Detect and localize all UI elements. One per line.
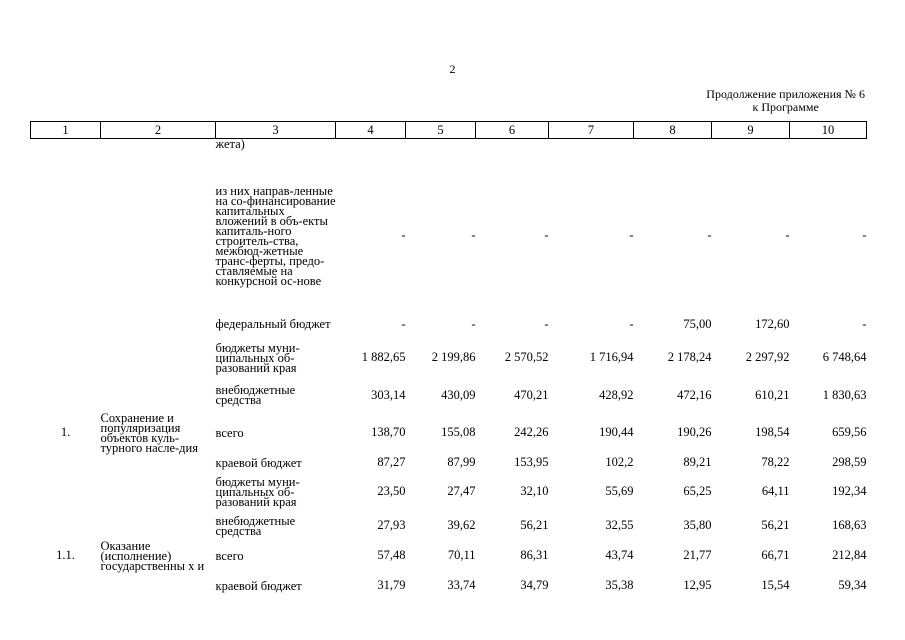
funding-source-label: федеральный бюджет bbox=[215, 317, 331, 331]
funding-source-cell bbox=[216, 161, 336, 311]
value-cell: 168,63 bbox=[832, 518, 867, 532]
funding-source-cell bbox=[216, 473, 336, 511]
value-cell: 190,26 bbox=[677, 425, 712, 439]
value-cell bbox=[336, 139, 406, 161]
column-header: 7 bbox=[549, 122, 634, 139]
value-cell bbox=[634, 139, 712, 161]
value-cell: 32,55 bbox=[605, 518, 634, 532]
value-cell: 2 570,52 bbox=[504, 350, 549, 364]
value-cell: - bbox=[629, 228, 634, 242]
row-name-cell bbox=[101, 571, 216, 601]
value-cell: 2 178,24 bbox=[667, 350, 712, 364]
value-cell: 428,92 bbox=[599, 387, 634, 402]
value-cell: 86,31 bbox=[520, 548, 549, 562]
column-header: 3 bbox=[216, 122, 336, 139]
appendix-continuation-line-2: к Программе bbox=[752, 100, 819, 114]
row-code-cell bbox=[31, 571, 101, 601]
funding-source-cell bbox=[216, 311, 336, 338]
value-cell: 659,56 bbox=[832, 425, 867, 439]
table-row bbox=[31, 139, 867, 161]
funding-source-label: бюджеты муни-ципальных об-разований края bbox=[215, 340, 300, 375]
value-cell: 70,11 bbox=[447, 548, 476, 562]
row-name-cell bbox=[101, 473, 216, 511]
value-cell: 2 297,92 bbox=[745, 350, 790, 364]
value-cell: 89,21 bbox=[683, 455, 712, 469]
value-cell: 190,44 bbox=[599, 425, 634, 439]
value-cell: - bbox=[629, 316, 634, 331]
row-name-cell: Оказание (исполнение) государственны х и bbox=[100, 538, 205, 573]
funding-source-label: из них направ-ленные на со-финансирование капитальных вложений в объ-екты капиталь-ного строитель-ства, межбюд-жетные транс-ферты, предо-ставляемые на конкурсной ос-нове bbox=[215, 183, 336, 288]
table-row bbox=[31, 473, 867, 511]
value-cell: 298,59 bbox=[832, 455, 867, 469]
value-cell: 27,47 bbox=[447, 484, 476, 498]
value-cell: 31,79 bbox=[377, 578, 406, 592]
value-cell: 56,21 bbox=[520, 518, 549, 532]
funding-source-label: краевой бюджет bbox=[215, 578, 302, 593]
row-name-cell bbox=[101, 311, 216, 338]
value-cell: 27,93 bbox=[377, 518, 406, 532]
value-cell: 21,77 bbox=[683, 548, 712, 562]
value-cell: 6 748,64 bbox=[822, 350, 867, 364]
column-header: 9 bbox=[712, 122, 790, 139]
value-cell: 212,84 bbox=[832, 548, 867, 562]
column-number-header-row bbox=[31, 122, 867, 139]
value-cell: 1 882,65 bbox=[361, 350, 406, 364]
row-code-cell bbox=[31, 139, 101, 161]
value-cell: 87,99 bbox=[447, 455, 476, 469]
row-name-cell bbox=[101, 161, 216, 311]
value-cell: 303,14 bbox=[371, 387, 406, 402]
table-row bbox=[31, 511, 867, 541]
value-cell: 43,74 bbox=[605, 548, 634, 562]
table-row bbox=[31, 541, 867, 571]
funding-source-cell bbox=[216, 378, 336, 413]
value-cell: 59,34 bbox=[838, 578, 867, 592]
row-code-cell bbox=[31, 161, 101, 311]
value-cell: 610,21 bbox=[755, 387, 790, 402]
value-cell bbox=[790, 139, 867, 161]
value-cell bbox=[549, 139, 634, 161]
row-name-cell bbox=[101, 338, 216, 378]
row-code-cell bbox=[31, 453, 101, 473]
column-header: 10 bbox=[790, 122, 867, 139]
funding-source-label: краевой бюджет bbox=[215, 455, 302, 470]
value-cell bbox=[406, 139, 476, 161]
row-name-cell bbox=[101, 139, 216, 161]
value-cell: 472,16 bbox=[677, 387, 712, 402]
value-cell bbox=[712, 139, 790, 161]
value-cell bbox=[476, 139, 549, 161]
funding-source-cell bbox=[216, 139, 336, 161]
table-row bbox=[31, 311, 867, 338]
value-cell: - bbox=[471, 316, 476, 331]
value-cell: 198,54 bbox=[755, 425, 790, 439]
value-cell: 55,69 bbox=[605, 484, 634, 498]
value-cell: 1 716,94 bbox=[589, 350, 634, 364]
value-cell: 33,74 bbox=[447, 578, 476, 592]
column-header: 6 bbox=[476, 122, 549, 139]
funding-source-cell bbox=[216, 541, 336, 571]
value-cell: 172,60 bbox=[755, 316, 790, 331]
row-code-cell bbox=[31, 338, 101, 378]
funding-source-cell bbox=[216, 413, 336, 453]
column-header: 5 bbox=[406, 122, 476, 139]
value-cell: 242,26 bbox=[514, 425, 549, 439]
row-code-cell: 1.1. bbox=[56, 548, 75, 562]
row-code-cell bbox=[31, 511, 101, 541]
funding-source-label: внебюджетные средства bbox=[215, 513, 296, 538]
value-cell: - bbox=[544, 228, 549, 242]
value-cell: 56,21 bbox=[761, 518, 790, 532]
value-cell: 75,00 bbox=[683, 316, 712, 331]
value-cell: - bbox=[862, 228, 867, 242]
value-cell: 153,95 bbox=[514, 455, 549, 469]
value-cell: 66,71 bbox=[761, 548, 790, 562]
table-row bbox=[31, 453, 867, 473]
value-cell: - bbox=[862, 316, 867, 331]
value-cell: - bbox=[544, 316, 549, 331]
value-cell: 430,09 bbox=[441, 387, 476, 402]
column-header: 1 bbox=[31, 122, 101, 139]
table-row bbox=[31, 338, 867, 378]
appendix-continuation-line-1: Продолжение приложения № 6 bbox=[706, 87, 865, 101]
column-header: 8 bbox=[634, 122, 712, 139]
row-code-cell bbox=[31, 378, 101, 413]
table-row bbox=[31, 378, 867, 413]
funding-source-label: внебюджетные средства bbox=[215, 383, 296, 407]
table-body bbox=[31, 139, 867, 601]
row-name-cell bbox=[101, 378, 216, 413]
value-cell: 155,08 bbox=[441, 425, 476, 439]
page-number: 2 bbox=[449, 62, 456, 76]
column-header: 4 bbox=[336, 122, 406, 139]
funding-source-cell bbox=[216, 571, 336, 601]
value-cell: 35,38 bbox=[605, 578, 634, 592]
table-row bbox=[31, 161, 867, 311]
value-cell: 39,62 bbox=[447, 518, 476, 532]
value-cell: 2 199,86 bbox=[431, 350, 476, 364]
value-cell: 12,95 bbox=[683, 578, 712, 592]
funding-source-label: бюджеты муни-ципальных об-разований края bbox=[215, 474, 300, 509]
value-cell: 34,79 bbox=[520, 578, 549, 592]
funding-source-cell bbox=[216, 453, 336, 473]
row-code-cell bbox=[31, 473, 101, 511]
funding-source-cell bbox=[216, 338, 336, 378]
value-cell: 32,10 bbox=[520, 484, 549, 498]
value-cell: 78,22 bbox=[761, 455, 790, 469]
row-code-cell: 1. bbox=[60, 425, 71, 439]
table-row bbox=[31, 571, 867, 601]
value-cell: - bbox=[401, 316, 406, 331]
row-name-cell: Сохранение и популяризация объектов куль-турного насле-дия bbox=[100, 410, 198, 455]
value-cell: - bbox=[707, 228, 712, 242]
funding-source-cell bbox=[216, 511, 336, 541]
budget-table bbox=[30, 121, 867, 601]
value-cell: 57,48 bbox=[377, 548, 406, 562]
value-cell: 23,50 bbox=[377, 484, 406, 498]
column-header: 2 bbox=[101, 122, 216, 139]
value-cell: 470,21 bbox=[514, 387, 549, 402]
value-cell: 15,54 bbox=[761, 578, 790, 592]
table-row bbox=[31, 413, 867, 453]
value-cell: 138,70 bbox=[371, 425, 406, 439]
funding-source-label: всего bbox=[215, 548, 244, 563]
row-code-cell bbox=[31, 311, 101, 338]
value-cell: 65,25 bbox=[683, 484, 712, 498]
value-cell: - bbox=[401, 228, 406, 242]
value-cell: 1 830,63 bbox=[822, 387, 867, 402]
row-name-cell bbox=[101, 453, 216, 473]
value-cell: 87,27 bbox=[377, 455, 406, 469]
value-cell: 192,34 bbox=[832, 484, 867, 498]
value-cell: - bbox=[471, 228, 476, 242]
value-cell: - bbox=[785, 228, 790, 242]
funding-source-label: всего bbox=[215, 425, 244, 440]
funding-source-label: жета) bbox=[215, 137, 245, 151]
value-cell: 64,11 bbox=[761, 484, 790, 498]
row-name-cell bbox=[101, 511, 216, 541]
value-cell: 35,80 bbox=[683, 518, 712, 532]
value-cell: 102,2 bbox=[605, 455, 634, 469]
appendix-continuation-note bbox=[706, 88, 865, 114]
